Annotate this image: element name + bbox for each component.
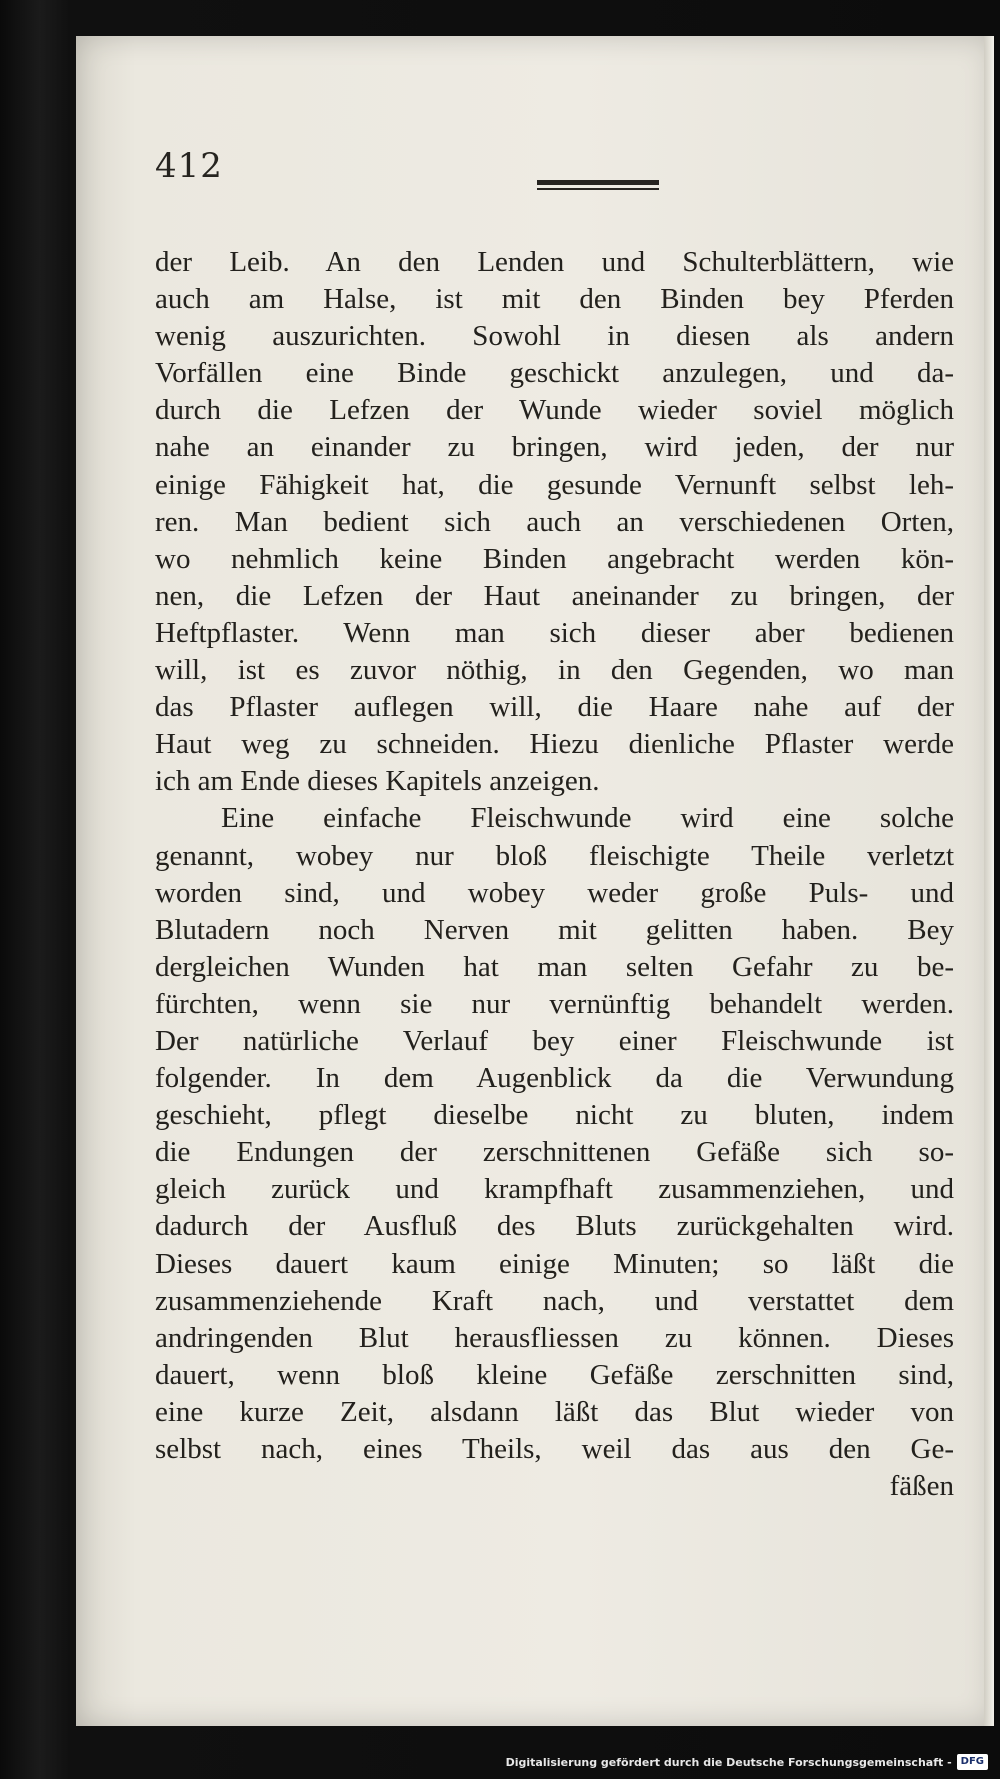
page-edge	[984, 36, 994, 1726]
text-line: Vorfällen eine Binde geschickt anzulegen, und da-	[155, 357, 954, 390]
text-line: dadurch der Ausfluß des Bluts zurückgehalten wird.	[155, 1210, 954, 1243]
text-line: Heftpflaster. Wenn man sich dieser aber bedienen	[155, 616, 954, 649]
text-line: genannt, wobey nur bloß fleischigte Theile verletzt	[155, 839, 954, 872]
text-line: wo nehmlich keine Binden angebracht werden kön-	[155, 542, 954, 575]
text-line: fürchten, wenn sie nur vernünftig behandelt werden.	[155, 987, 954, 1020]
text-line: durch die Lefzen der Wunde wieder soviel möglich	[155, 394, 954, 427]
text-line: der Leib. An den Lenden und Schulterblättern, wie	[155, 246, 954, 278]
credit-text: Digitalisierung gefördert durch die Deutsche Forschungsgemeinschaft -	[505, 1755, 952, 1769]
text-line: Haut weg zu schneiden. Hiezu dienliche Pflaster werde	[155, 728, 954, 761]
header-rule-thin	[537, 188, 659, 190]
text-line: dauert, wenn bloß kleine Gefäße zerschnitten sind,	[155, 1358, 954, 1391]
text-line: folgender. In dem Augenblick da die Verwundung	[155, 1062, 954, 1095]
body-text	[155, 244, 954, 1540]
digitization-credit	[506, 1753, 988, 1771]
page-number: 412	[155, 146, 223, 186]
text-line: ich am Ende dieses Kapitels anzeigen.	[155, 765, 600, 798]
text-line: eine kurze Zeit, alsdann läßt das Blut wieder von	[155, 1395, 954, 1428]
text-line: Dieses dauert kaum einige Minuten; so läßt die	[155, 1247, 954, 1280]
text-line: will, ist es zuvor nöthig, in den Gegenden, wo man	[155, 654, 954, 687]
dfg-logo: DFG	[957, 1754, 988, 1770]
text-line: worden sind, und wobey weder große Puls- und	[155, 876, 954, 909]
text-line: Eine einfache Fleischwunde wird eine solche	[221, 802, 954, 835]
text-line: gleich zurück und krampfhaft zusammenziehen, und	[155, 1173, 954, 1206]
text-line: selbst nach, eines Theils, weil das aus den Ge-	[155, 1433, 954, 1465]
text-line: geschieht, pflegt dieselbe nicht zu bluten, indem	[155, 1099, 954, 1132]
text-line: Der natürliche Verlauf bey einer Fleischwunde ist	[155, 1024, 954, 1057]
catchword: fäßen	[889, 1470, 954, 1503]
text-line: nen, die Lefzen der Haut aneinander zu bringen, der	[155, 579, 954, 612]
text-line: ren. Man bedient sich auch an verschiedenen Orten,	[155, 505, 954, 538]
text-line: wenig auszurichten. Sowohl in diesen als andern	[155, 320, 954, 353]
header-rule-thick	[537, 180, 659, 185]
text-line: nahe an einander zu bringen, wird jeden, der nur	[155, 431, 954, 464]
text-line: zusammenziehende Kraft nach, und verstattet dem	[155, 1284, 954, 1317]
text-line: einige Fähigkeit hat, die gesunde Vernunft selbst leh-	[155, 468, 954, 501]
text-line: die Endungen der zerschnittenen Gefäße sich so-	[155, 1136, 954, 1169]
text-line: Blutadern noch Nerven mit gelitten haben. Bey	[155, 913, 954, 946]
text-line: das Pflaster auflegen will, die Haare nahe auf der	[155, 691, 954, 724]
text-line: andringenden Blut herausfliessen zu können. Dieses	[155, 1321, 954, 1354]
text-line: dergleichen Wunden hat man selten Gefahr zu be-	[155, 950, 954, 983]
text-line: auch am Halse, ist mit den Binden bey Pferden	[155, 283, 954, 316]
